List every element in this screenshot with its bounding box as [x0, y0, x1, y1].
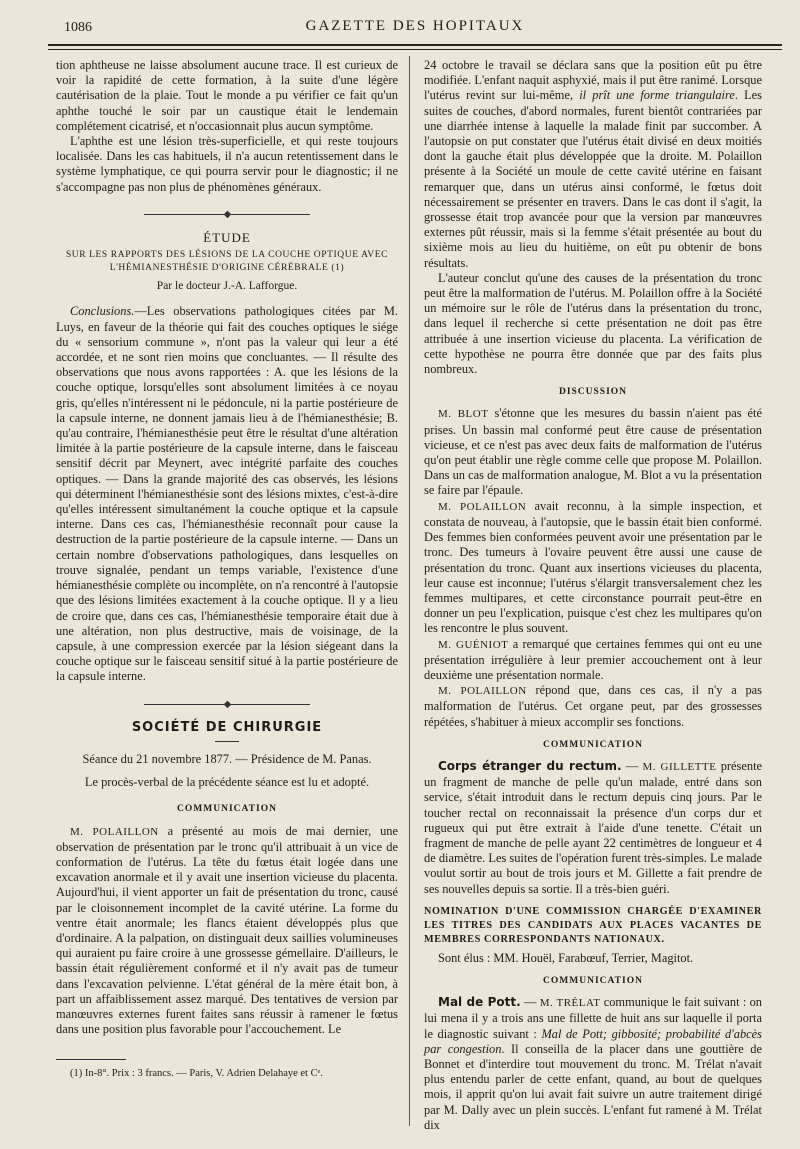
journal-title: GAZETTE DES HOPITAUX — [305, 18, 525, 34]
section-heading: COMMUNICATION — [543, 739, 643, 750]
paragraph — [56, 824, 398, 1038]
paragraph — [424, 499, 762, 637]
speaker-name: M. BLOT — [438, 408, 489, 421]
paragraph — [424, 406, 762, 498]
column-divider — [409, 56, 410, 1126]
section-separator: ◆ — [56, 697, 398, 712]
paragraph: Corps étranger du rectum. — M. GILLETTE présente un fragment de manche de pelle qu'un malade, entré dans son service, s'était introduit dans le rectum depuis cinq jours. Par le toucher rectal on reconnaissait la présence d'un corps dur et rugueux qui put être extrait à l'aide d'une tenette. C'était un fragment de manche de pelle ayant 22 centimètres de longueur et 4 de diamètre. Les suites de l'opération furent très-simples. Le malade voulut sortir au bout de trois jours et M. Gillette a fait prendre de ses nouvelles depuis sa sortie. Il a très-bien guéri. — [424, 758, 763, 896]
page-header — [48, 16, 782, 46]
paragraph: tion aphtheuse ne laisse absolument aucune trace. Il est curieux de voir la rapidité de cette formation, à la suite d'une légère cautérisation de la plaie. Tout le monde a pu vérifier ce fait qu'un aphthe touché le soir par un caustique était le lendemain complétement cicatrisé, et n'occasionnait plus aucun symptôme. — [56, 58, 398, 133]
paragraph-text: . Il conseilla de la placer dans une gouttière de Bonnet et d'interdire tout mouvement du tronc. M. Trélat n'avait plus entendu parler de cette enfant, quand, au bout de quelques mois, il apprit qu'on lui avait fait suivre un autre traitement dirigé par M. Dally avec un plein succès. L'enfant fut ramené à M. Trélat dix — [424, 1041, 762, 1132]
footnote-rule — [56, 1059, 126, 1060]
article-subtitle: SUR LES RAPPORTS DES LÉSIONS DE LA COUCHE OPTIQUE AVEC L'HÉMIANESTHÉSIE D'ORIGINE CÉRÉBRALE (1) — [65, 250, 389, 274]
conclusions-label: Conclusions. — [70, 304, 135, 319]
paragraph-text: a remarqué que certaines femmes qui ont eu une présentation irrégulière à leur premier accouchement ont à leur deuxième une présentation normale. — [424, 636, 762, 682]
paragraph-text: . Les suites de couches, d'abord normales, furent bientôt contrariées par une diarrhée intense à laquelle la malade finit par succomber. A l'autopsie on put constater que l'utérus était divisé en deux moitiés dont la gauche était plus développée que la droite. M. Polaillon présente à la Société un moule de cette cavité utérine en faisant remarquer que, dans un utérus ainsi conformé, le fœtus doit nécessairement se présenter en travers. Dans le cas dont il s'agit, la grossesse était trop avancée pour que la version par manœuvres externes pût réussir, mais si la femme s'était présentée au bout du sixième mois au lieu du huitième, on eût pu obtenir de bons résultats. — [424, 88, 762, 270]
header-rule-thin — [48, 49, 782, 50]
case-title: Mal de Pott. — [438, 995, 521, 1010]
paragraph: Sont élus : MM. Houël, Farabœuf, Terrier, Magitot. — [438, 950, 694, 965]
italic-phrase: il prît une forme triangulaire — [579, 88, 735, 103]
paragraph-text: avait reconnu, à la simple inspection, et constata de nouveau, à l'autopsie, que le bassin était bien conformé. Des femmes bien conformées peuvent avoir une présentation par le tronc. Des tumeurs à l'ovaire peuvent être aussi une cause de présentation du tronc. Quant aux insertions vicieuses du placenta, leur cause est inconnue; l'utérus s'élargit transversalement chez les femmes multipares, et cette circonstance pourrait peut-être en donner un peu l'explication, puisque c'est chez les multipares qu'on les rencontre le plus souvent. — [424, 498, 762, 636]
paragraph-text: répond que, dans ces cas, il n'y a pas malformation de l'utérus. Cet organe peut, par des grossesses répétées, s'habituer à mieux accomplir ses fonctions. — [424, 683, 762, 729]
speaker-name: M. GILLETTE — [642, 760, 717, 773]
right-column — [424, 58, 762, 1133]
seance-line: Séance du 21 novembre 1877. — Présidence de M. Panas. — [82, 751, 372, 766]
nomination-heading: NOMINATION D'UNE COMMISSION CHARGÉE D'EXAMINER LES TITRES DES CANDIDATS AUX PLACES VACANTES DE MEMBRES CORRESPONDANTS NATIONAUX. — [424, 905, 762, 945]
short-rule — [215, 741, 239, 742]
paragraph-text: communique le fait suivant : on lui mena il y a trois ans une fillette de huit ans sur laquelle il porta le diagnostic suivant : — [424, 995, 762, 1041]
section-heading: COMMUNICATION — [177, 804, 277, 815]
speaker-name: M. GUÉNIOT — [438, 638, 509, 651]
paragraph: L'aphthe est une lésion très-superficielle, et qui reste toujours localisée. Dans les cas habituels, il n'a aucun retentissement dans le système lymphatique, ce qui pourra servir pour le diagnostic; il ne s'accompagne pas non plus de phénomènes généraux. — [56, 134, 398, 194]
paragraph — [424, 637, 762, 684]
speaker-name: M. TRÉLAT — [539, 997, 601, 1010]
paragraph — [424, 683, 762, 730]
proces-verbal: Le procès-verbal de la précédente séance est lu et adopté. — [84, 775, 370, 790]
article-title: ÉTUDE — [203, 230, 251, 246]
paragraph — [424, 58, 762, 271]
conclusions-text: —Les observations pathologiques citées par M. Luys, en faveur de la théorie qui fait des couches optiques le siége du « sensorium commune », n'ont pas la valeur qui leur a été accordée, et ne sont rien moins que concluantes. — Il résulte des observations que nous avons rapportées : A. que les lésions de la couche optique, lorsqu'elles sont absolument limitées à ce noyau gris, qu'elles n'intéressent ni le pédoncule, ni la partie postérieure de la capsule interne, ne donnent jamais lieu à de l'hémianesthésie; B. qu'au contraire, l'hémianesthésie peut être le résultat d'une altération limitée à la partie postérieure de la capsule interne, dans le faisceau sensitif décrit par Meynert, avec intégrité parfaite des couches optiques. — Dans la grande majorité des cas observés, les lésions qui déterminent l'hémianesthésie sont des lésions mixtes, c'est-à-dire qu'elles intéressent simultanément la couche optique et la capsule interne. Dans ces cas, l'hémianesthésie reconnaît pour cause la destruction de la partie postérieure de la capsule interne. — Dans un certain nombre d'observations pathologiques, dans lesquelles on trouve signalée, pendant un temps variable, l'existence d'une hémianesthésie complète ou incomplète, on n'a rencontré à l'autopsie que des lésions limitées exactement à la couche optique. Il y a lieu de croire que, dans ces cas, l'hémianesthésie temporaire était due à une altération, non plus destructive, mais de voisinage, de la capsule, à une compression exercée par la lésion siégeant dans la couche optique sur le faisceau sensitif situé à la partie postérieure de la capsule interne. — [56, 304, 398, 684]
case-title: Corps étranger du rectum. — [438, 758, 622, 773]
section-heading: DISCUSSION — [558, 387, 628, 398]
paragraph-text: 24 octobre le travail se déclara sans que la position eût pu être modifiée. L'enfant naquit asphyxié, mais il put être ranimé. Lorsque l'utérus revint sur lui-même, — [424, 58, 762, 103]
speaker-name: M. POLAILLON — [438, 685, 527, 698]
left-column — [56, 58, 398, 1082]
paragraph-text: a présenté au mois de mai dernier, une observation de présentation par le tronc qu'il attribuait à un vice de conformation de l'utérus. La tête du fœtus était logée dans une excavation anormale et il y avait une insertion vicieuse du placenta. Aujourd'hui, il vient apporter un fait de présentation du tronc, causé par le cloisonnement incomplet de la cavité utérine. La forme du ventre était anormale; les flancs étaient développés plus que d'ordinaire. A la palpation, on distinguait deux saillies volumineuses qui auraient pu faire croire à une grossesse gémellaire. D'ailleurs, le bassin était régulièrement conformé et il n'y avait pas de tumeur dans l'excavation pelvienne. L'état général de la mère était bon, à part un affaiblissement assez marqué. Des tentatives de version par manœuvres externes furent faites sans réussir à ramener le fœtus dans une position plus favorable pour l'accouchement. Le — [56, 823, 398, 1037]
page-number: 1086 — [64, 20, 92, 35]
paragraph — [56, 304, 398, 684]
section-heading: COMMUNICATION — [543, 975, 643, 986]
header-rule — [48, 44, 782, 46]
society-title: SOCIÉTÉ DE CHIRURGIE — [131, 719, 323, 735]
footnote: (1) In-8°. Prix : 3 francs. — Paris, V. Adrien Delahaye et Cᵉ. — [70, 1068, 323, 1080]
section-separator: ◆ — [56, 207, 398, 222]
paragraph: L'auteur conclut qu'une des causes de la présentation du tronc peut être la malformation de l'utérus. M. Polaillon offre à la Société un mémoire sur le rôle de l'utérus dans la présentation du tronc, dans lequel il recherche si cette présentation ne doit pas être attribuée à une insertion vicieuse du placenta. La vérification de cette hypothèse ne pourra être donnée que par des faits plus nombreux. — [424, 270, 762, 377]
article-author: Par le docteur J.-A. Lafforgue. — [156, 280, 298, 293]
speaker-name: M. POLAILLON — [438, 500, 527, 513]
paragraph-text: présente un fragment de manche de pelle qu'un malade, entré dans son service, s'était introduit dans le rectum depuis cinq jours. Par le toucher rectal on reconnaissait la présence d'un corps dur et rugueux qui put être extrait à l'aide d'une tenette. C'était un fragment de manche de pelle ayant 22 centimètres de longueur et 4 de diamètre. Les suites de l'opération furent très-simples. Le malade voulut sortir au bout de trois jours et M. Gillette a fait prendre de ses nouvelles depuis sa sortie. Il a très-bien guéri. — [424, 758, 763, 896]
italic-phrase: Mal de Pott; gibbosité; probabilité d'abcès par congestion — [424, 1026, 762, 1056]
speaker-name: M. POLAILLON — [70, 825, 159, 838]
paragraph: Mal de Pott. — M. TRÉLAT communique le fait suivant : on lui mena il y a trois ans une fillette de huit ans sur laquelle il porta le diagnostic suivant : Mal de Pott; gibbosité; probabilité d'abcès par congestion. Il conseilla de la placer dans une gouttière de Bonnet et d'interdire tout mouvement du tronc. M. Trélat n'avait plus entendu parler de cette enfant, quand, au bout de quelques mois, il apprit qu'on lui avait fait suivre un autre traitement dirigé par M. Dally avec un plein succès. L'enfant fut ramené à M. Trélat dix — [424, 995, 762, 1132]
paragraph-text: s'étonne que les mesures du bassin n'aient pas été prises. Un bassin mal conformé peut être cause de présentation vicieuse, et ce n'est pas avec deux faits de malformation de l'utérus qu'on peut établir une règle comme celle que propose M. Polaillon. Dans un cas de malformation analogue, M. Blot a vu la présentation se faire par l'épaule. — [424, 406, 763, 498]
